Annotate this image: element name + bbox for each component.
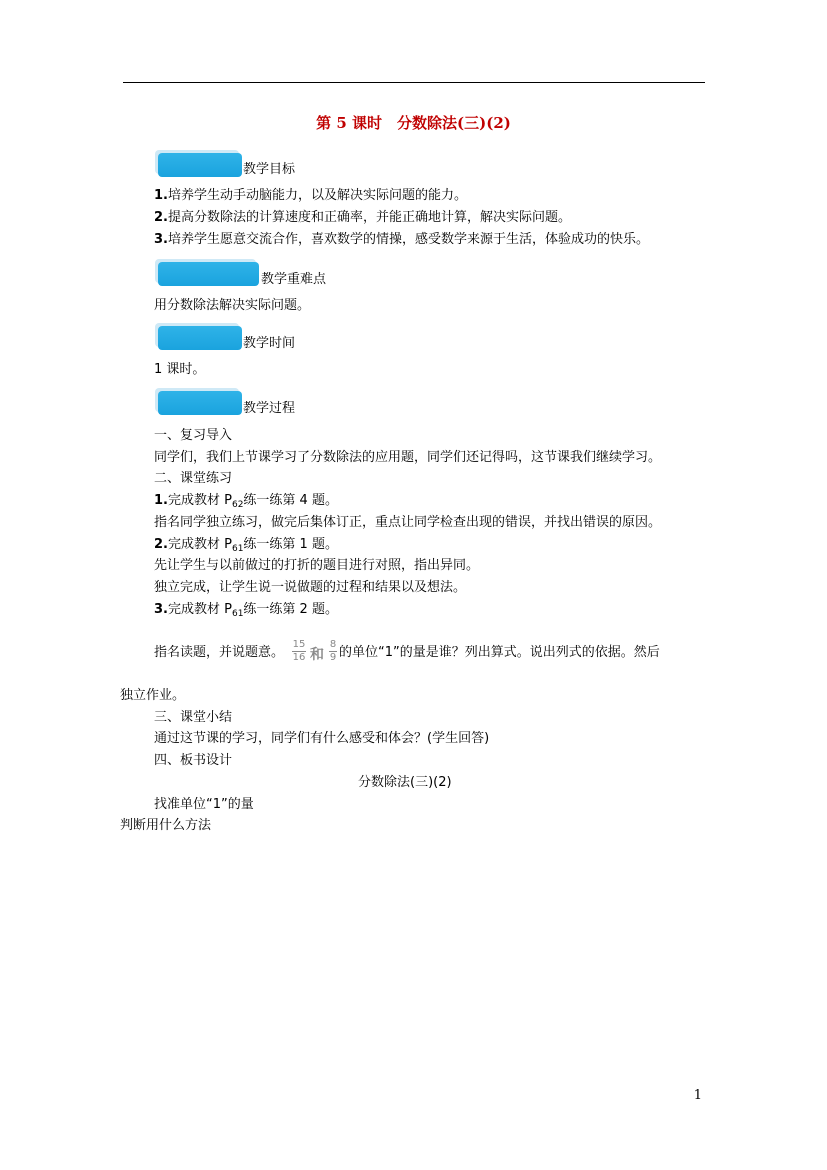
item-text: 培养学生愿意交流合作，喜欢数学的情操，感受数学来源于生活，体验成功的快乐。 <box>167 232 649 247</box>
item-number: 2. <box>154 210 168 225</box>
fraction-8-9 <box>329 640 337 663</box>
exercise-text: 完成教材 P <box>167 493 232 508</box>
item-number: 3. <box>154 232 168 247</box>
exercise-3-note-a: 指名读题，并说题意。 <box>154 645 285 660</box>
exercise-2-note-1: 先让学生与以前做过的打折的题目进行对照，指出异同。 <box>154 558 480 573</box>
page-subscript: 61 <box>231 609 244 619</box>
board-title: 分数除法(三)(2) <box>358 775 452 790</box>
board-line-1: 找准单位“1”的量 <box>154 797 254 812</box>
page-subscript: 61 <box>231 544 244 554</box>
exercise-number: 2. <box>154 537 168 552</box>
part3-text: 通过这节课的学习，同学们有什么感受和体会？(学生回答) <box>154 731 490 746</box>
key-points-text: 用分数除法解决实际问题。 <box>154 298 311 313</box>
exercise-text-end: 练一练第 2 题。 <box>243 602 338 617</box>
page-title: 第 5 课时 分数除法(三)(2) <box>316 114 511 132</box>
time-text: 1 课时。 <box>154 362 206 377</box>
exercise-2-note-2: 独立完成，让学生说一说做题的过程和结果以及想法。 <box>154 580 467 595</box>
exercise-number: 3. <box>154 602 168 617</box>
section-heading-process: 教学过程 <box>243 401 296 416</box>
exercise-2 <box>154 537 338 554</box>
fraction-denominator: 16 <box>292 652 306 663</box>
exercise-text: 完成教材 P <box>167 602 232 617</box>
section-badge-key-points <box>158 262 259 286</box>
exercise-1 <box>154 493 338 510</box>
item-text: 培养学生动手动脑能力，以及解决实际问题的能力。 <box>167 188 467 203</box>
fraction-denominator: 9 <box>329 652 337 663</box>
item-number: 1. <box>154 188 168 203</box>
fraction-numerator: 8 <box>329 639 337 650</box>
section-badge-process <box>158 391 242 415</box>
exercise-text: 完成教材 P <box>167 537 232 552</box>
section-badge-objectives <box>158 153 242 177</box>
exercise-text-end: 练一练第 1 题。 <box>243 537 338 552</box>
part1-title: 一、复习导入 <box>154 428 233 443</box>
page-subscript: 62 <box>231 500 244 510</box>
fraction-and: 和 <box>310 647 324 663</box>
section-heading-objectives: 教学目标 <box>243 162 296 177</box>
exercise-3-note-c: 独立作业。 <box>120 688 186 703</box>
part3-title: 三、课堂小结 <box>154 710 233 725</box>
exercise-3 <box>154 602 338 619</box>
header-rule <box>123 82 705 83</box>
objective-item-1 <box>154 188 467 204</box>
part4-title: 四、板书设计 <box>154 753 233 768</box>
item-text: 提高分数除法的计算速度和正确率，并能正确地计算，解决实际问题。 <box>167 210 571 225</box>
exercise-1-note: 指名同学独立练习，做完后集体订正，重点让同学检查出现的错误，并找出错误的原因。 <box>154 515 662 530</box>
section-heading-time: 教学时间 <box>243 336 296 351</box>
objective-item-2 <box>154 210 571 226</box>
objective-item-3 <box>154 232 649 248</box>
part1-text: 同学们，我们上节课学习了分数除法的应用题，同学们还记得吗，这节课我们继续学习。 <box>154 450 662 465</box>
section-badge-time <box>158 326 242 350</box>
section-heading-key-points: 教学重难点 <box>261 272 327 287</box>
exercise-number: 1. <box>154 493 168 508</box>
part2-title: 二、课堂练习 <box>154 471 233 486</box>
exercise-3-note-b: 的单位“1”的量是谁？列出算式。说出列式的依据。然后 <box>339 645 660 660</box>
exercise-text-end: 练一练第 4 题。 <box>243 493 338 508</box>
page-number: 1 <box>693 1088 702 1103</box>
board-line-2: 判断用什么方法 <box>120 818 212 833</box>
fraction-15-16 <box>292 640 306 663</box>
fraction-numerator: 15 <box>292 639 306 650</box>
